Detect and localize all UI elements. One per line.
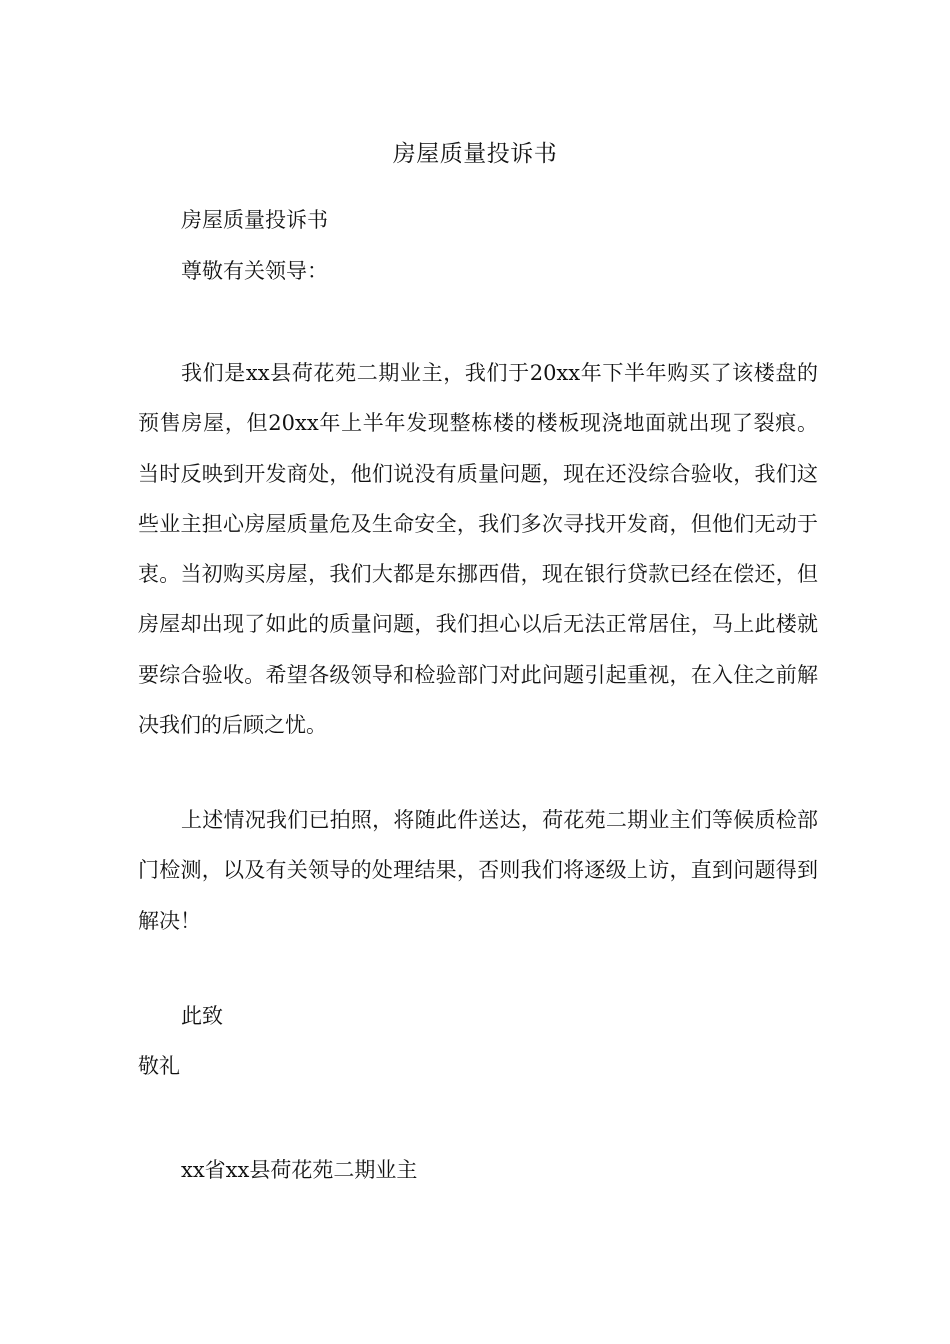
document-title: 房屋质量投诉书 <box>392 141 558 167</box>
document-subtitle: 房屋质量投诉书 <box>181 208 328 232</box>
closing-line: 此致 <box>181 1004 223 1028</box>
signature-line: xx省xx县荷花苑二期业主 <box>181 1158 418 1182</box>
body-paragraph-2: 上述情况我们已拍照，将随此件送达，荷花苑二期业主们等候质检部门检测，以及有关领导的处理结果，否则我们将逐级上访，直到问题得到解决！ <box>138 808 818 933</box>
body-paragraph-1: 我们是xx县荷花苑二期业主，我们于20xx年下半年购买了该楼盘的预售房屋，但20xx年上半年发现整栋楼的楼板现浇地面就出现了裂痕。当时反映到开发商处，他们说没有质量问题，现在还没综合验收，我们这些业主担心房屋质量危及生命安全，我们多次寻找开发商，但他们无动于衷。当初购买房屋，我们大都是东挪西借，现在银行贷款已经在偿还，但房屋却出现了如此的质量问题，我们担心以后无法正常居住，马上此楼就要综合验收。希望各级领导和检验部门对此问题引起重视，在入住之前解决我们的后顾之忧。 <box>138 361 818 738</box>
regards-line: 敬礼 <box>138 1054 180 1078</box>
salutation: 尊敬有关领导： <box>181 259 328 283</box>
